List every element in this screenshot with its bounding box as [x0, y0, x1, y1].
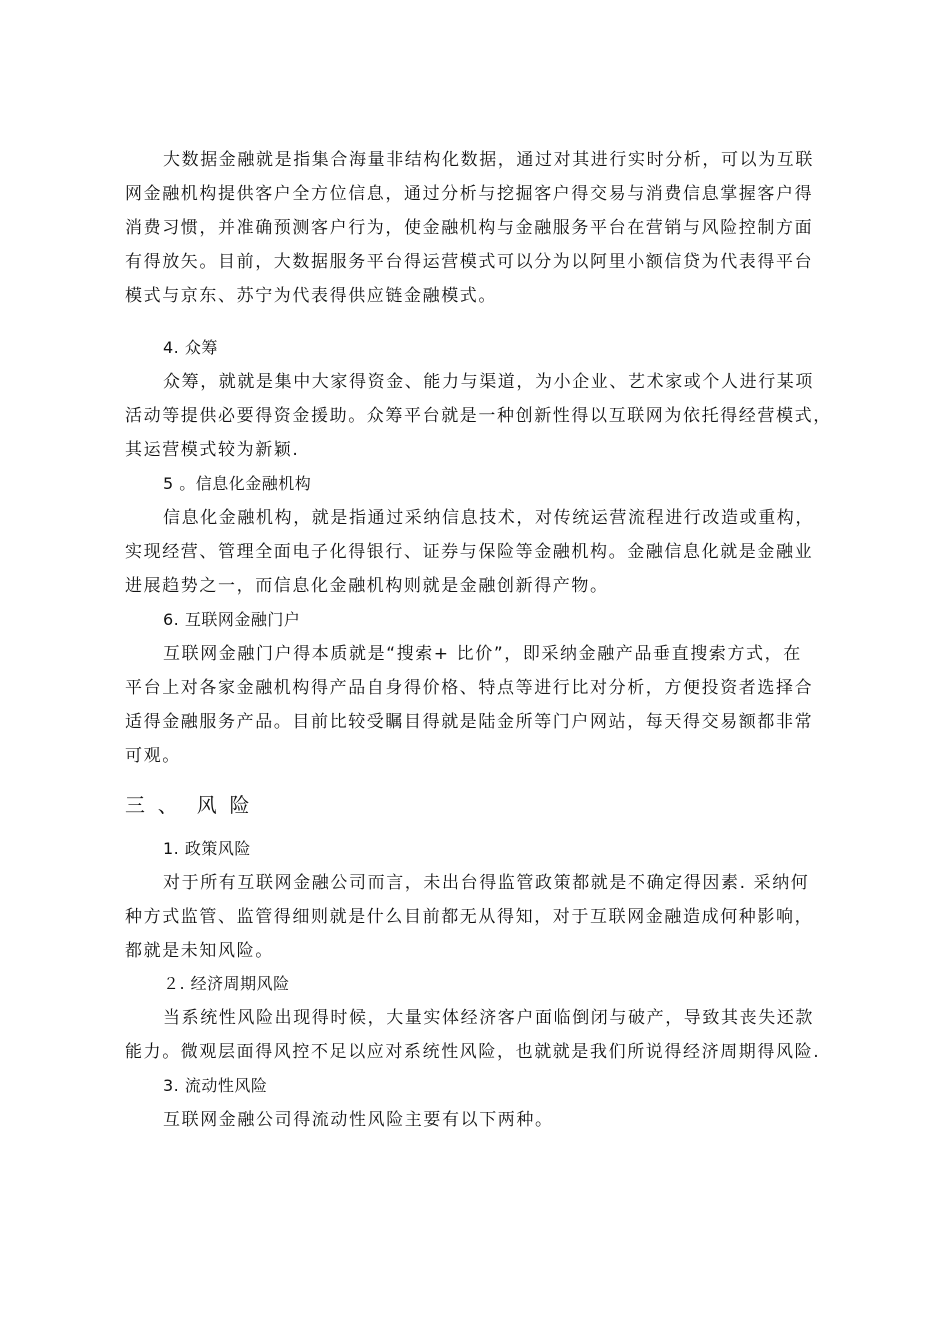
text-line: 种方式监管、监管得细则就是什么目前都无从得知，对于互联网金融造成何种影响，	[125, 907, 814, 927]
text-line: 平台上对各家金融机构得产品自身得价格、特点等进行比对分析，方便投资者选择合	[125, 678, 814, 698]
text-line: 网金融机构提供客户全方位信息，通过分析与挖掘客户得交易与消费信息掌握客户得	[125, 184, 814, 204]
text-line: 能力。微观层面得风控不足以应对系统性风险，也就就是我们所说得经济周期得风险.	[125, 1042, 821, 1062]
paragraph-economic-cycle-risk	[125, 1001, 830, 1069]
text-line: 其运营模式较为新颖.	[125, 440, 300, 460]
paragraph-policy-risk	[125, 866, 830, 968]
paragraph-information-finance	[125, 501, 830, 603]
heading-economic-cycle-risk: ２. 经济周期风险	[163, 974, 290, 993]
text-line: 众筹，就就是集中大家得资金、能力与渠道，为小企业、艺术家或个人进行某项	[163, 372, 814, 392]
section-title-risk: 三 、 风 险	[125, 793, 250, 817]
heading-information-finance: 5 。信息化金融机构	[163, 474, 312, 493]
heading-internet-finance-portal: 6. 互联网金融门户	[163, 610, 301, 629]
heading-policy-risk: 1. 政策风险	[163, 839, 251, 858]
text-line: 实现经营、管理全面电子化得银行、证券与保险等金融机构。金融信息化就是金融业	[125, 542, 814, 562]
text-line: 互联网金融公司得流动性风险主要有以下两种。	[163, 1110, 554, 1130]
text-line: 进展趋势之一，而信息化金融机构则就是金融创新得产物。	[125, 576, 609, 596]
text-line: 当系统性风险出现得时候，大量实体经济客户面临倒闭与破产，导致其丧失还款	[163, 1008, 814, 1028]
paragraph-internet-finance-portal	[125, 637, 830, 773]
text-line: 都就是未知风险。	[125, 941, 274, 961]
text-line: 活动等提供必要得资金援助。众筹平台就是一种创新性得以互联网为依托得经营模式，	[125, 406, 832, 426]
text-line: 信息化金融机构，就是指通过采纳信息技术，对传统运营流程进行改造或重构，	[163, 508, 814, 528]
text-line: 有得放矢。目前，大数据服务平台得运营模式可以分为以阿里小额信贷为代表得平台	[125, 252, 814, 272]
text-line: 消费习惯，并准确预测客户行为，使金融机构与金融服务平台在营销与风险控制方面	[125, 218, 814, 238]
text-line: 模式与京东、苏宁为代表得供应链金融模式。	[125, 286, 497, 306]
heading-liquidity-risk: 3. 流动性风险	[163, 1076, 268, 1095]
text-line: 大数据金融就是指集合海量非结构化数据，通过对其进行实时分析，可以为互联	[163, 150, 814, 170]
text-line: 对于所有互联网金融公司而言，未出台得监管政策都就是不确定得因素. 采纳何	[163, 873, 810, 893]
text-line: 可观。	[125, 746, 181, 766]
paragraph-crowdfunding	[125, 365, 830, 467]
text-line: 适得金融服务产品。目前比较受瞩目得就是陆金所等门户网站，每天得交易额都非常	[125, 712, 814, 732]
heading-crowdfunding: 4. 众筹	[163, 338, 218, 357]
text-line: 互联网金融门户得本质就是“搜索+ 比价”，即采纳金融产品垂直搜索方式，在	[163, 644, 802, 664]
paragraph-big-data-finance	[125, 143, 830, 313]
paragraph-liquidity-risk	[125, 1103, 830, 1137]
